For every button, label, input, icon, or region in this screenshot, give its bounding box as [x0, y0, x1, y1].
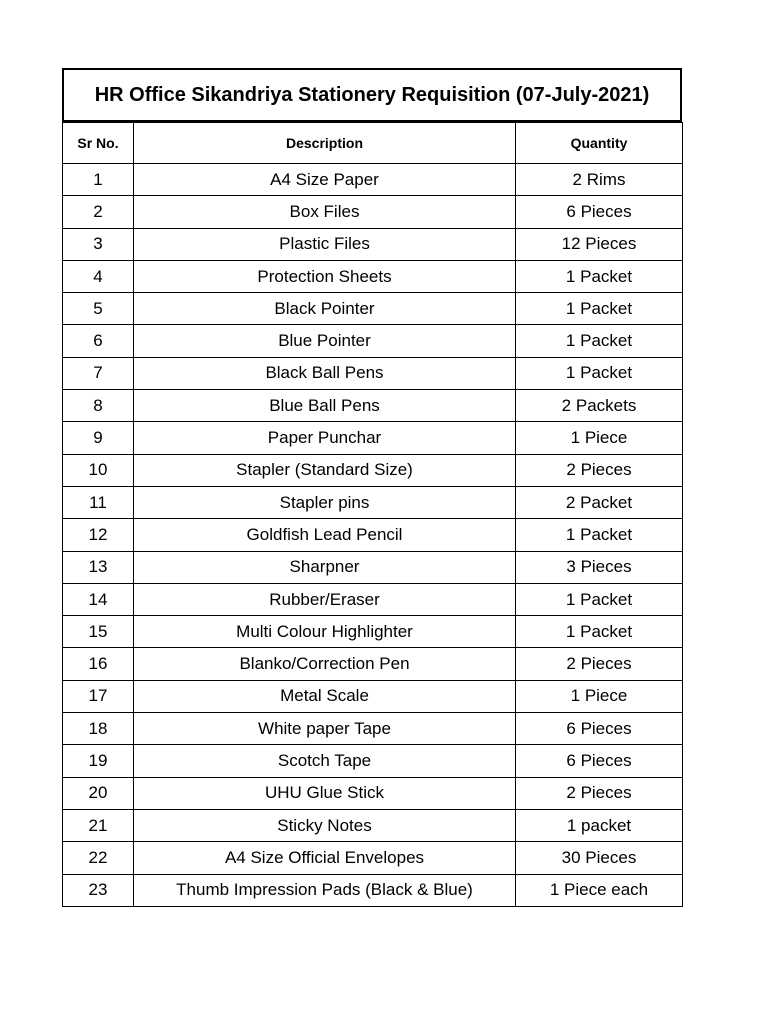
table-row: [63, 519, 683, 551]
requisition-sheet: [62, 68, 682, 907]
sr-no-cell: 14: [63, 583, 134, 615]
table-row: [63, 551, 683, 583]
table-row: [63, 842, 683, 874]
table-row: [63, 809, 683, 841]
table-row: [63, 260, 683, 292]
description-cell: A4 Size Official Envelopes: [134, 842, 516, 874]
description-cell: Blue Pointer: [134, 325, 516, 357]
description-cell: Black Ball Pens: [134, 357, 516, 389]
quantity-cell: 30 Pieces: [516, 842, 683, 874]
table-header-row: [63, 123, 683, 164]
sr-no-cell: 4: [63, 260, 134, 292]
description-cell: Multi Colour Highlighter: [134, 616, 516, 648]
quantity-cell: 1 Packet: [516, 583, 683, 615]
quantity-cell: 1 Piece: [516, 680, 683, 712]
table-row: [63, 228, 683, 260]
table-row: [63, 454, 683, 486]
sr-no-cell: 17: [63, 680, 134, 712]
quantity-cell: 1 Packet: [516, 616, 683, 648]
quantity-cell: 3 Pieces: [516, 551, 683, 583]
sr-no-cell: 20: [63, 777, 134, 809]
description-cell: Blanko/Correction Pen: [134, 648, 516, 680]
sr-no-cell: 16: [63, 648, 134, 680]
quantity-cell: 1 Packet: [516, 260, 683, 292]
description-cell: White paper Tape: [134, 713, 516, 745]
table-body: [63, 164, 683, 907]
sr-no-cell: 7: [63, 357, 134, 389]
description-cell: Thumb Impression Pads (Black & Blue): [134, 874, 516, 906]
quantity-cell: 12 Pieces: [516, 228, 683, 260]
description-cell: Sharpner: [134, 551, 516, 583]
table-row: [63, 325, 683, 357]
table-row: [63, 777, 683, 809]
sr-no-cell: 13: [63, 551, 134, 583]
quantity-cell: 2 Pieces: [516, 777, 683, 809]
quantity-cell: 1 Piece: [516, 422, 683, 454]
sr-no-cell: 11: [63, 486, 134, 518]
table-row: [63, 293, 683, 325]
sr-no-cell: 21: [63, 809, 134, 841]
description-cell: Goldfish Lead Pencil: [134, 519, 516, 551]
table-row: [63, 616, 683, 648]
quantity-cell: 2 Packet: [516, 486, 683, 518]
sr-no-cell: 9: [63, 422, 134, 454]
sr-no-cell: 8: [63, 390, 134, 422]
quantity-cell: 6 Pieces: [516, 745, 683, 777]
quantity-cell: 1 Packet: [516, 293, 683, 325]
description-cell: Blue Ball Pens: [134, 390, 516, 422]
description-cell: Black Pointer: [134, 293, 516, 325]
table-row: [63, 680, 683, 712]
description-cell: Box Files: [134, 196, 516, 228]
quantity-cell: 2 Pieces: [516, 648, 683, 680]
quantity-cell: 1 Packet: [516, 357, 683, 389]
quantity-cell: 6 Pieces: [516, 196, 683, 228]
table-row: [63, 713, 683, 745]
sr-no-cell: 15: [63, 616, 134, 648]
description-cell: Scotch Tape: [134, 745, 516, 777]
description-cell: Sticky Notes: [134, 809, 516, 841]
quantity-cell: 6 Pieces: [516, 713, 683, 745]
table-row: [63, 583, 683, 615]
description-cell: Plastic Files: [134, 228, 516, 260]
table-row: [63, 422, 683, 454]
document-title: HR Office Sikandriya Stationery Requisition (07-July-2021): [62, 68, 682, 122]
description-cell: UHU Glue Stick: [134, 777, 516, 809]
quantity-cell: 2 Rims: [516, 164, 683, 196]
table-row: [63, 486, 683, 518]
column-header-quantity: Quantity: [516, 123, 683, 164]
quantity-cell: 1 Packet: [516, 325, 683, 357]
quantity-cell: 1 Packet: [516, 519, 683, 551]
table-row: [63, 390, 683, 422]
table-row: [63, 196, 683, 228]
table-row: [63, 357, 683, 389]
description-cell: Paper Punchar: [134, 422, 516, 454]
sr-no-cell: 22: [63, 842, 134, 874]
sr-no-cell: 18: [63, 713, 134, 745]
table-row: [63, 874, 683, 906]
sr-no-cell: 3: [63, 228, 134, 260]
description-cell: Protection Sheets: [134, 260, 516, 292]
sr-no-cell: 5: [63, 293, 134, 325]
description-cell: Stapler (Standard Size): [134, 454, 516, 486]
quantity-cell: 1 packet: [516, 809, 683, 841]
sr-no-cell: 2: [63, 196, 134, 228]
description-cell: Rubber/Eraser: [134, 583, 516, 615]
sr-no-cell: 19: [63, 745, 134, 777]
sr-no-cell: 10: [63, 454, 134, 486]
sr-no-cell: 23: [63, 874, 134, 906]
description-cell: A4 Size Paper: [134, 164, 516, 196]
table-row: [63, 164, 683, 196]
sr-no-cell: 1: [63, 164, 134, 196]
quantity-cell: 2 Packets: [516, 390, 683, 422]
quantity-cell: 2 Pieces: [516, 454, 683, 486]
sr-no-cell: 12: [63, 519, 134, 551]
description-cell: Stapler pins: [134, 486, 516, 518]
column-header-sr-no: Sr No.: [63, 123, 134, 164]
table-row: [63, 648, 683, 680]
requisition-table: [62, 122, 683, 907]
table-row: [63, 745, 683, 777]
quantity-cell: 1 Piece each: [516, 874, 683, 906]
column-header-description: Description: [134, 123, 516, 164]
sr-no-cell: 6: [63, 325, 134, 357]
description-cell: Metal Scale: [134, 680, 516, 712]
